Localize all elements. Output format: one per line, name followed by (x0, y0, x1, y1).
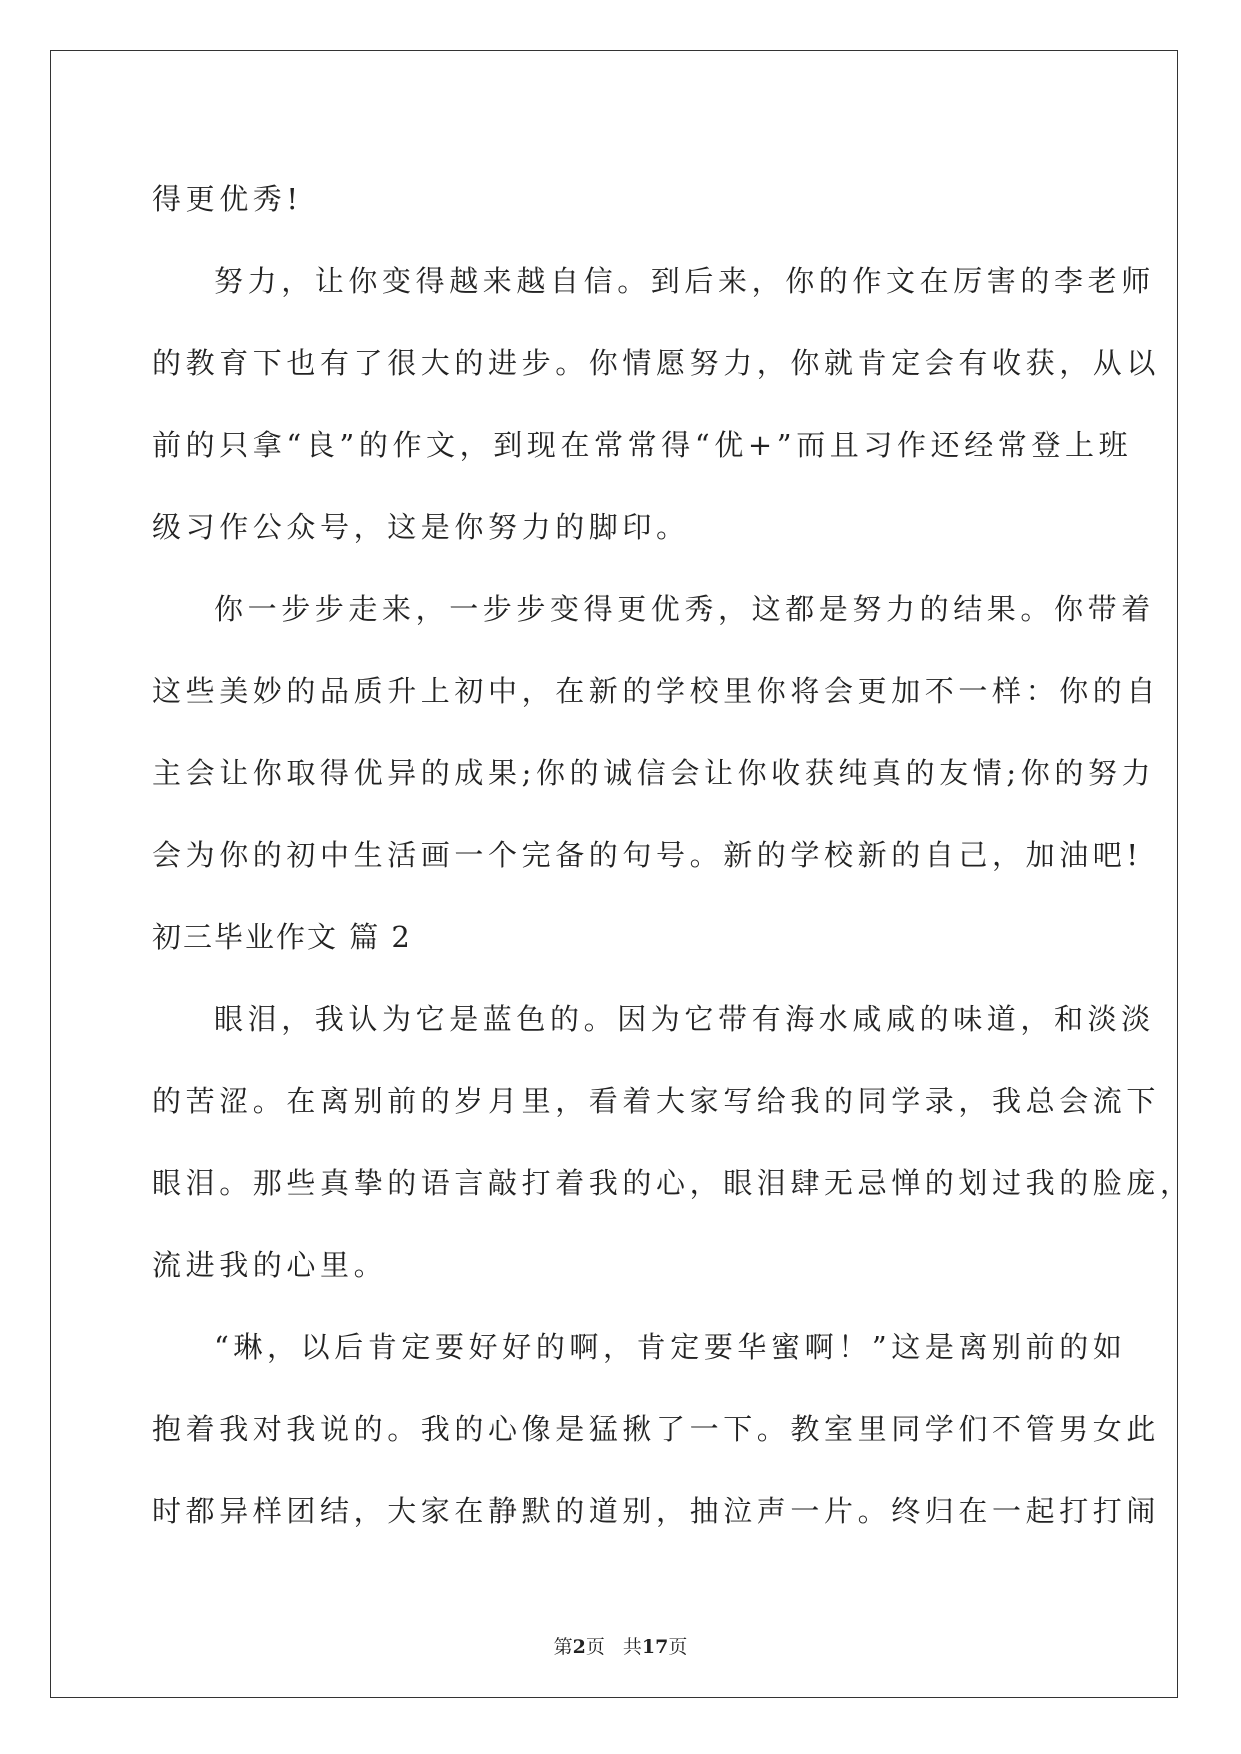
page-number: 2 (572, 1636, 586, 1658)
text-line: 得更优秀! (152, 182, 303, 216)
text-line: 时都异样团结，大家在静默的道别，抽泣声一片。终归在一起打打闹 (152, 1494, 1161, 1528)
text-line: 级习作公众号，这是你努力的脚印。 (152, 510, 690, 544)
text-line: 流进我的心里。 (152, 1248, 388, 1282)
page-footer (0, 1632, 1241, 1659)
total-label-prefix: 共 (622, 1636, 642, 1658)
text-line: 的教育下也有了很大的进步。你情愿努力，你就肯定会有收获，从以 (152, 346, 1161, 380)
total-pages: 17 (641, 1636, 669, 1658)
paragraph-start-line: “琳，以后肯定要好好的啊，肯定要华蜜啊！”这是离别前的如 (214, 1330, 1127, 1364)
text-line: 眼泪。那些真挚的语言敲打着我的心，眼泪肆无忌惮的划过我的脸庞， (152, 1166, 1194, 1200)
total-label-suffix: 页 (668, 1636, 688, 1658)
text-line: 会为你的初中生活画一个完备的句号。新的学校新的自己，加油吧! (152, 838, 1143, 872)
page-label-suffix: 页 (585, 1636, 605, 1658)
paragraph-start-line: 眼泪，我认为它是蓝色的。因为它带有海水咸咸的味道，和淡淡 (214, 1002, 1155, 1036)
text-line: 前的只拿“良”的作文，到现在常常得“优+”而且习作还经常登上班 (152, 428, 1133, 462)
paragraph-start-line: 你一步步走来，一步步变得更优秀，这都是努力的结果。你带着 (214, 592, 1155, 626)
paragraph-start-line: 努力，让你变得越来越自信。到后来，你的作文在厉害的李老师 (214, 264, 1155, 298)
document-body (152, 158, 1194, 1552)
text-line: 这些美妙的品质升上初中，在新的学校里你将会更加不一样：你的自 (152, 674, 1161, 708)
section-heading: 初三毕业作文 篇 2 (152, 920, 412, 954)
text-line: 主会让你取得优异的成果;你的诚信会让你收获纯真的友情;你的努力 (152, 756, 1156, 790)
text-line: 抱着我对我说的。我的心像是猛揪了一下。教室里同学们不管男女此 (152, 1412, 1161, 1446)
text-line: 的苦涩。在离别前的岁月里，看着大家写给我的同学录，我总会流下 (152, 1084, 1161, 1118)
page-label-prefix: 第 (553, 1636, 573, 1658)
